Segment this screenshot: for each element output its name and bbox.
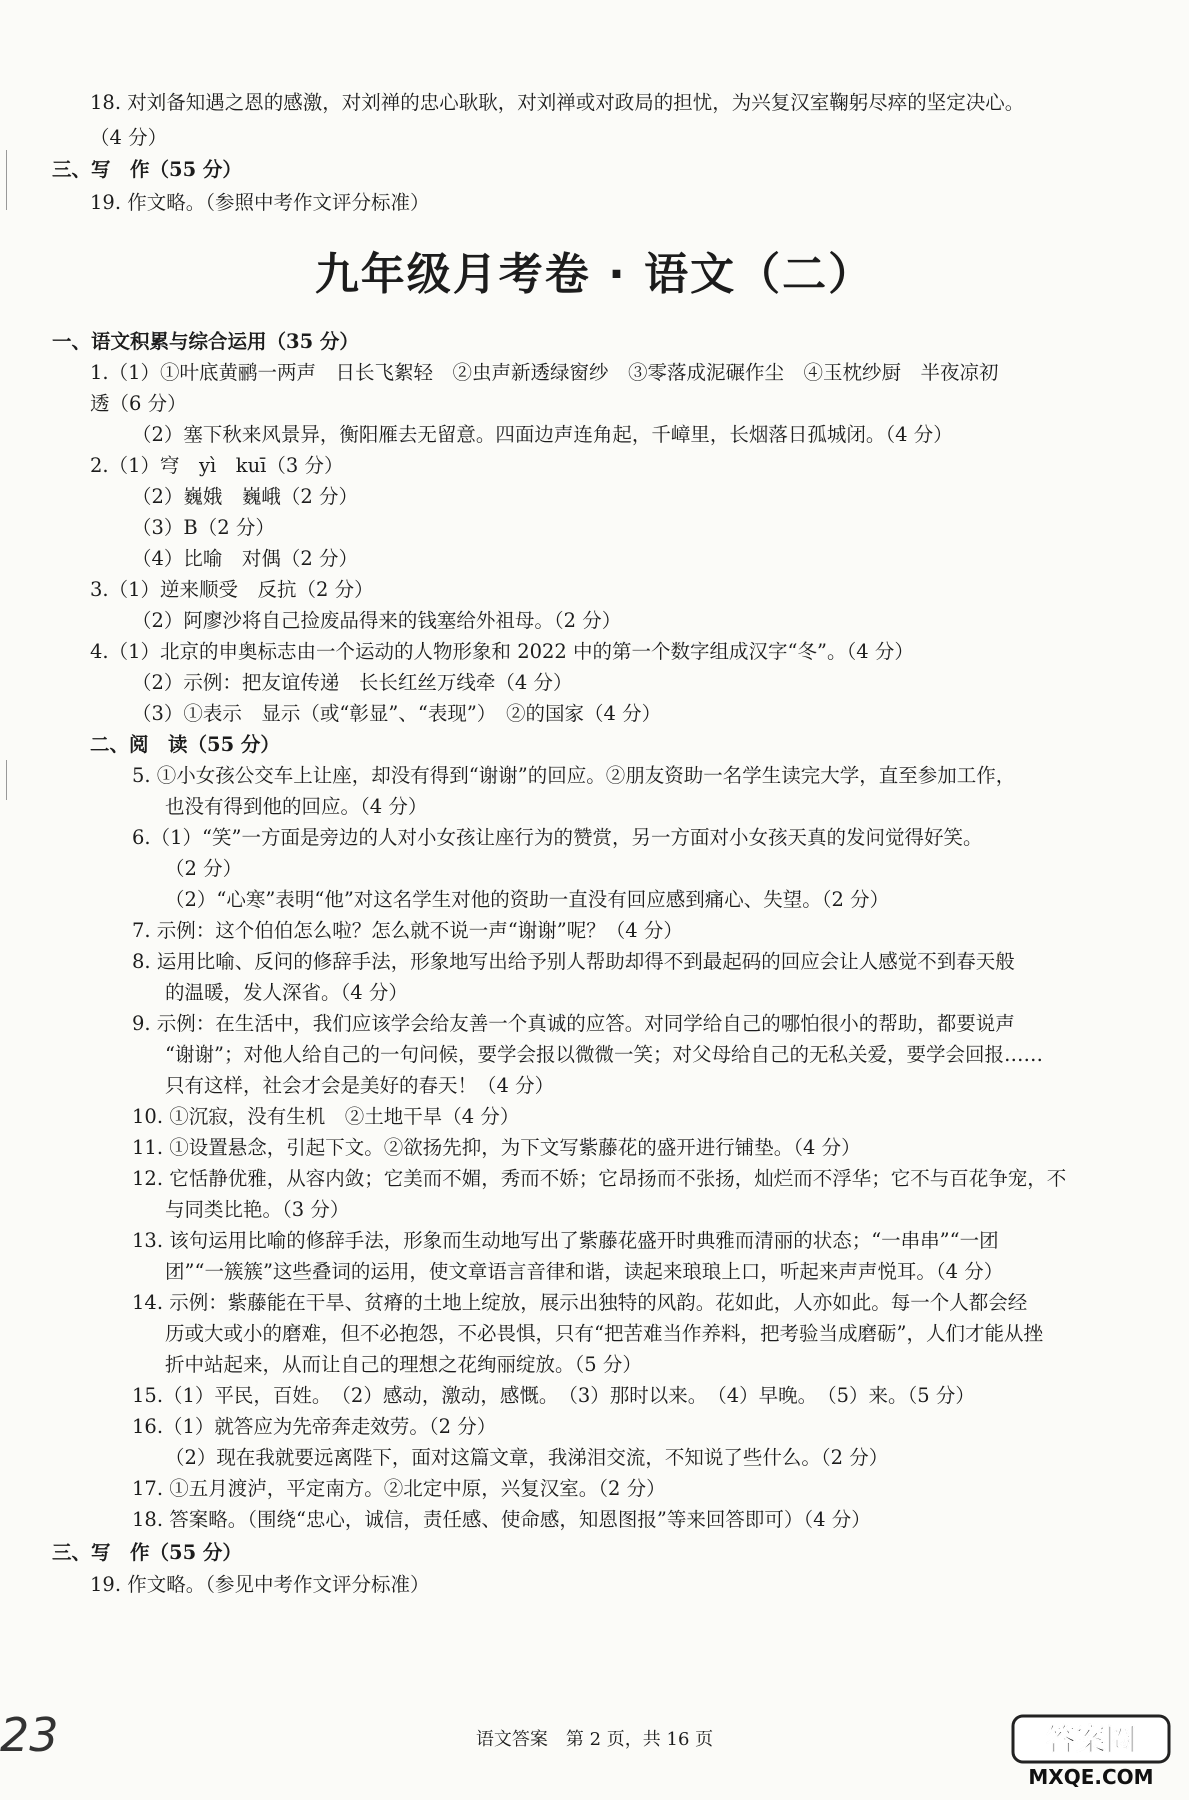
answer-line: 7. 示例：这个伯伯怎么啦？怎么就不说一声“谢谢”呢？（4 分） xyxy=(132,919,683,942)
answer-line: （2）阿廖沙将自己捡废品得来的钱塞给外祖母。（2 分） xyxy=(132,609,622,632)
section-heading: 三、写 作（55 分） xyxy=(52,1541,242,1564)
answer-line: （2 分） xyxy=(165,857,243,880)
answer-line: 透（6 分） xyxy=(90,392,187,415)
answer-line: 10. ①沉寂，没有生机 ②土地干旱（4 分） xyxy=(132,1105,520,1128)
answer-line: 只有这样，社会才会是美好的春天！（4 分） xyxy=(165,1074,555,1097)
answer-line: 1.（1）①叶底黄鹂一两声 日长飞絮轻 ②虫声新透绿窗纱 ③零落成泥碾作尘 ④玉枕纱厨 半夜凉初 xyxy=(90,361,999,384)
scan-edge-line xyxy=(6,760,7,800)
section-heading: 二、阅 读（55 分） xyxy=(90,733,280,756)
answer-line: 14. 示例：紫藤能在干旱、贫瘠的土地上绽放，展示出独特的风韵。花如此，人亦如此。每一个人都会经 xyxy=(132,1291,1028,1314)
answer-line: 6.（1）“笑”一方面是旁边的人对小女孩让座行为的赞赏，另一方面对小女孩天真的发问觉得好笑。 xyxy=(132,826,983,849)
answer-line: 19. 作文略。（参见中考作文评分标准） xyxy=(90,1573,430,1596)
answer-line: （2）“心寒”表明“他”对这名学生对他的资助一直没有回应感到痛心、失望。（2 分） xyxy=(165,888,890,911)
answer-line: 2.（1）穹 yì kuī（3 分） xyxy=(90,454,344,477)
answer-line: 16.（1）就答应为先帝奔走效劳。（2 分） xyxy=(132,1415,497,1438)
answer-line: 15.（1）平民，百姓。 （2）感动，激动，感慨。 （3）那时以来。 （4）早晚。 （5）来。（5 分） xyxy=(132,1384,975,1407)
answer-line: 的温暖，发人深省。（4 分） xyxy=(165,981,408,1004)
answer-line: （2）巍娥 巍峨（2 分） xyxy=(132,485,359,508)
answer-line: （3）B（2 分） xyxy=(132,516,275,539)
answer-line: 11. ①设置悬念，引起下文。②欲扬先抑，为下文写紫藤花的盛开进行铺垫。（4 分） xyxy=(132,1136,861,1159)
answer-line: （2）现在我就要远离陛下，面对这篇文章，我涕泪交流，不知说了些什么。（2 分） xyxy=(165,1446,889,1469)
answer-line: （2）示例：把友谊传递 长长红丝万线牵（4 分） xyxy=(132,671,573,694)
answer-line: 9. 示例：在生活中，我们应该学会给友善一个真诚的应答。对同学给自己的哪怕很小的帮助，都要说声 xyxy=(132,1012,1015,1035)
answer-line: 12. 它恬静优雅，从容内敛；它美而不媚，秀而不娇；它昂扬而不张扬，灿烂而不浮华；它不与百花争宠，不 xyxy=(132,1167,1067,1190)
answer-line: 也没有得到他的回应。（4 分） xyxy=(165,795,428,818)
answer-line: 18. 答案略。（围绕“忠心，诚信，责任感、使命感，知恩图报”等来回答即可）（4 分） xyxy=(132,1508,871,1531)
answer-line: （4 分） xyxy=(90,126,168,149)
scan-edge-line xyxy=(6,150,7,210)
answer-line: （3）①表示 显示（或“彰显”、“表现”） ②的国家（4 分） xyxy=(132,702,662,725)
answer-line: （4）比喻 对偶（2 分） xyxy=(132,547,359,570)
answer-line: 8. 运用比喻、反问的修辞手法，形象地写出给予别人帮助却得不到最起码的回应会让人感觉不到春天般 xyxy=(132,950,1015,973)
answer-line: 历或大或小的磨难，但不必抱怨，不必畏惧，只有“把苦难当作养料，把考验当成磨砺”，人们才能从挫 xyxy=(165,1322,1043,1345)
answer-line: 3.（1）逆来顺受 反抗（2 分） xyxy=(90,578,374,601)
section-heading: 三、写 作（55 分） xyxy=(52,158,242,181)
answer-line: 5. ①小女孩公交车上让座，却没有得到“谢谢”的回应。②朋友资助一名学生读完大学，直至参加工作， xyxy=(132,764,1016,787)
answer-line: 18. 对刘备知遇之恩的感激，对刘禅的忠心耿耿，对刘禅或对政局的担忧，为兴复汉室鞠躬尽瘁的坚定决心。 xyxy=(90,91,1025,114)
answer-line: 17. ①五月渡泸，平定南方。②北定中原，兴复汉室。（2 分） xyxy=(132,1477,666,1500)
section-heading: 一、语文积累与综合运用（35 分） xyxy=(52,330,359,353)
page-footer: 语文答案 第 2 页，共 16 页 xyxy=(475,1729,714,1750)
site-watermark-logo xyxy=(1011,1712,1171,1792)
answer-line: 13. 该句运用比喻的修辞手法，形象而生动地写出了紫藤花盛开时典雅而清丽的状态；“一串串”“一团 xyxy=(132,1229,999,1252)
answer-line: 与同类比艳。（3 分） xyxy=(165,1198,350,1221)
svg-text:答案圈: 答案圈 xyxy=(1046,1723,1136,1758)
answer-line: 团”“一簇簇”这些叠词的运用，使文章语言音律和谐，读起来琅琅上口，听起来声声悦耳。（4 分） xyxy=(165,1260,1004,1283)
answer-line: 4.（1）北京的申奥标志由一个运动的人物形象和 2022 中的第一个数字组成汉字“冬”。（4 分） xyxy=(90,640,914,663)
answer-line: “谢谢”；对他人给自己的一句问候，要学会报以微微一笑；对父母给自己的无私关爱，要学会回报…… xyxy=(165,1043,1043,1066)
answer-line: （2）塞下秋来风景异，衡阳雁去无留意。四面边声连角起，千嶂里，长烟落日孤城闭。（4 分） xyxy=(132,423,953,446)
page-title: 九年级月考卷 · 语文（二） xyxy=(314,249,875,300)
handwritten-page-number: 23 xyxy=(0,1708,59,1762)
svg-text:MXQE.COM: MXQE.COM xyxy=(1028,1765,1154,1789)
answer-line: 19. 作文略。（参照中考作文评分标准） xyxy=(90,191,430,214)
answer-line: 折中站起来，从而让自己的理想之花绚丽绽放。（5 分） xyxy=(165,1353,642,1376)
